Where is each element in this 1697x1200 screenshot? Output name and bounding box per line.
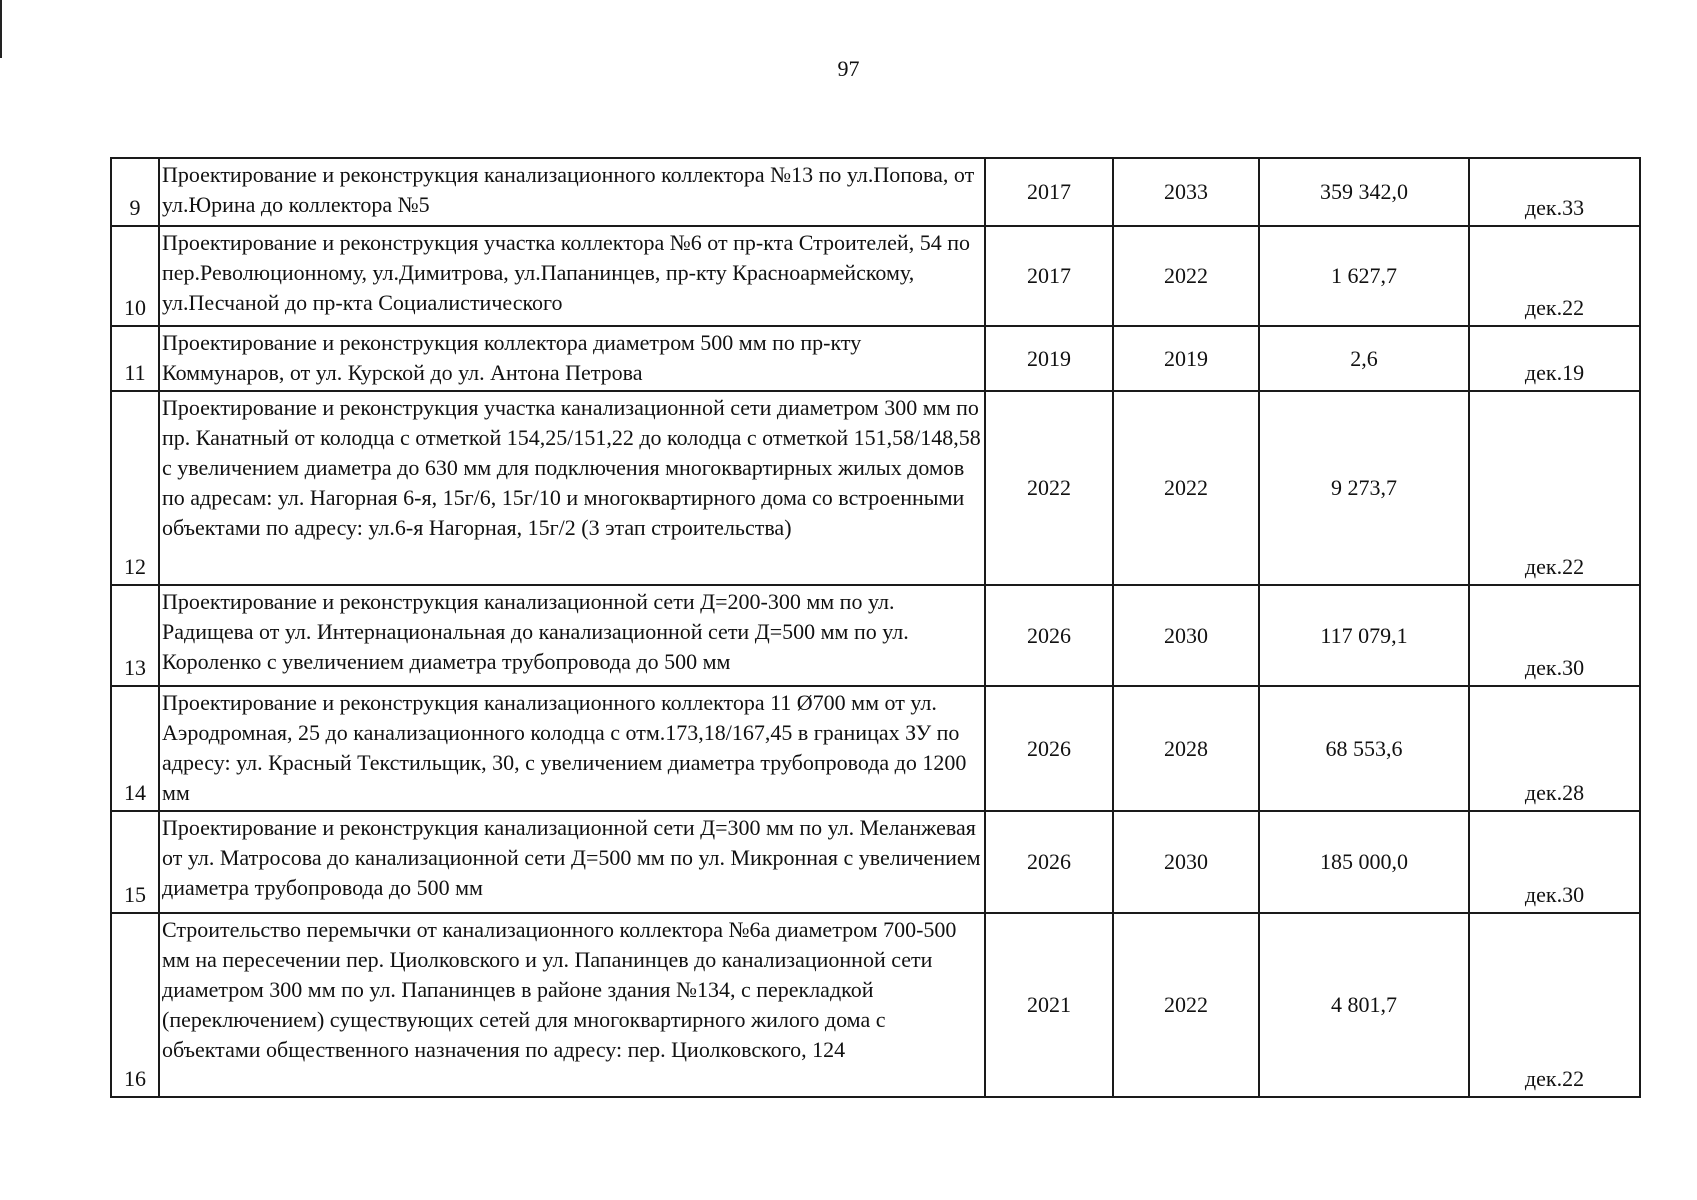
completion-term: дек.22: [1469, 913, 1640, 1097]
row-number: 14: [111, 686, 159, 811]
work-description: Строительство перемычки от канализационного коллектора №6а диаметром 700-500 мм на пересечении пер. Циолковского и ул. Папанинцев до канализационной сети диаметром 300 мм по ул. Папанинцев в районе здания №134, с перекладкой (переключением) существующих сетей для многоквартирного жилого дома с объектами общественного назначения по адресу: пер. Циолковского, 124: [159, 913, 985, 1097]
table-row: [111, 226, 1640, 326]
table-row: [111, 913, 1640, 1097]
works-table: [110, 157, 1641, 1098]
table-row: [111, 326, 1640, 391]
scan-edge-mark: [0, 0, 2, 58]
start-year: 2017: [985, 158, 1113, 226]
cost-value: 68 553,6: [1259, 686, 1469, 811]
completion-term: дек.28: [1469, 686, 1640, 811]
work-description: Проектирование и реконструкция канализационной сети Д=200-300 мм по ул. Радищева от ул. Интернациональная до канализационной сети Д=500 мм по ул. Короленко с увеличением диаметра трубопровода до 500 мм: [159, 585, 985, 686]
row-number: 9: [111, 158, 159, 226]
end-year: 2019: [1113, 326, 1259, 391]
start-year: 2026: [985, 811, 1113, 913]
cost-value: 117 079,1: [1259, 585, 1469, 686]
row-number: 13: [111, 585, 159, 686]
work-description: Проектирование и реконструкция канализационного коллектора 11 Ø700 мм от ул. Аэродромная, 25 до канализационного колодца с отм.173,18/167,45 в границах ЗУ по адресу: ул. Красный Текстильщик, 30, с увеличением диаметра трубопровода до 1200 мм: [159, 686, 985, 811]
table-row: [111, 585, 1640, 686]
table-row: [111, 158, 1640, 226]
completion-term: дек.19: [1469, 326, 1640, 391]
cost-value: 359 342,0: [1259, 158, 1469, 226]
cost-value: 9 273,7: [1259, 391, 1469, 585]
end-year: 2033: [1113, 158, 1259, 226]
work-description: Проектирование и реконструкция участка канализационной сети диаметром 300 мм по пр. Канатный от колодца с отметкой 154,25/151,22 до колодца с отметкой 151,58/148,58 с увеличением диаметра до 630 мм для подключения многоквартирных жилых домов по адресам: ул. Нагорная 6-я, 15г/6, 15г/10 и многоквартирного дома со встроенными объектами по адресу: ул.6-я Нагорная, 15г/2 (3 этап строительства): [159, 391, 985, 585]
end-year: 2030: [1113, 585, 1259, 686]
table-row: [111, 391, 1640, 585]
start-year: 2017: [985, 226, 1113, 326]
page-number: 97: [837, 56, 860, 81]
start-year: 2021: [985, 913, 1113, 1097]
table-row: [111, 686, 1640, 811]
cost-value: 185 000,0: [1259, 811, 1469, 913]
cost-value: 4 801,7: [1259, 913, 1469, 1097]
end-year: 2028: [1113, 686, 1259, 811]
work-description: Проектирование и реконструкция коллектора диаметром 500 мм по пр-кту Коммунаров, от ул. Курской до ул. Антона Петрова: [159, 326, 985, 391]
end-year: 2022: [1113, 391, 1259, 585]
completion-term: дек.30: [1469, 585, 1640, 686]
row-number: 12: [111, 391, 159, 585]
work-description: Проектирование и реконструкция канализационной сети Д=300 мм по ул. Меланжевая от ул. Матросова до канализационной сети Д=500 мм по ул. Микронная с увеличением диаметра трубопровода до 500 мм: [159, 811, 985, 913]
work-description: Проектирование и реконструкция участка коллектора №6 от пр-кта Строителей, 54 по пер.Революционному, ул.Димитрова, ул.Папанинцев, пр-кту Красноармейскому, ул.Песчаной до пр-кта Социалистического: [159, 226, 985, 326]
work-description: Проектирование и реконструкция канализационного коллектора №13 по ул.Попова, от ул.Юрина до коллектора №5: [159, 158, 985, 226]
end-year: 2022: [1113, 913, 1259, 1097]
cost-value: 1 627,7: [1259, 226, 1469, 326]
row-number: 15: [111, 811, 159, 913]
start-year: 2019: [985, 326, 1113, 391]
row-number: 11: [111, 326, 159, 391]
completion-term: дек.30: [1469, 811, 1640, 913]
start-year: 2022: [985, 391, 1113, 585]
start-year: 2026: [985, 686, 1113, 811]
cost-value: 2,6: [1259, 326, 1469, 391]
table-row: [111, 811, 1640, 913]
completion-term: дек.22: [1469, 391, 1640, 585]
completion-term: дек.33: [1469, 158, 1640, 226]
end-year: 2022: [1113, 226, 1259, 326]
completion-term: дек.22: [1469, 226, 1640, 326]
row-number: 10: [111, 226, 159, 326]
end-year: 2030: [1113, 811, 1259, 913]
start-year: 2026: [985, 585, 1113, 686]
row-number: 16: [111, 913, 159, 1097]
